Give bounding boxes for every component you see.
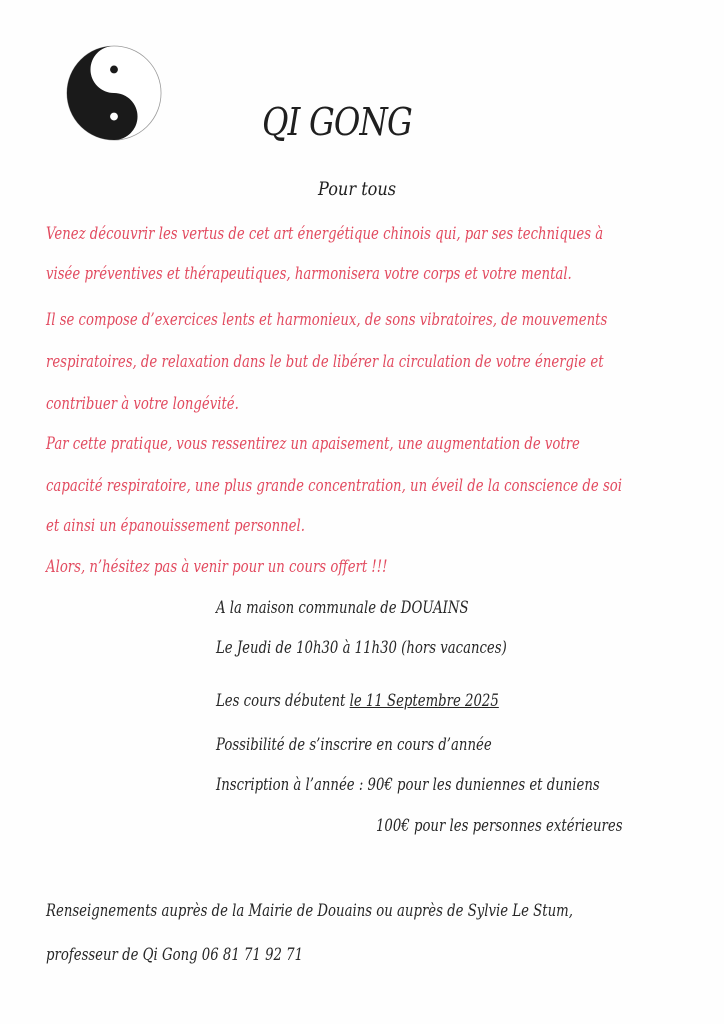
price-local: Inscription à l’année : 90€ pour les duniennes et duniens	[216, 775, 600, 795]
intro-line: capacité respiratoire, une plus grande concentration, un éveil de la conscience de soi	[46, 476, 623, 496]
start-date-prefix: Les cours débutent	[216, 691, 350, 711]
contact-line-1: Renseignements auprès de la Mairie de Douains ou auprès de Sylvie Le Stum,	[46, 901, 573, 921]
start-date: le 11 Septembre 2025	[349, 691, 499, 711]
location-text: A la maison communale de DOUAINS	[216, 598, 469, 618]
intro-line: Il se compose d’exercices lents et harmonieux, de sons vibratoires, de mouvements	[46, 310, 608, 330]
intro-line: Par cette pratique, vous ressentirez un apaisement, une augmentation de votre	[46, 434, 580, 454]
page-subtitle: Pour tous	[318, 178, 397, 200]
intro-line: et ainsi un épanouissement personnel.	[46, 516, 305, 536]
page-title: QI GONG	[262, 100, 412, 144]
schedule-text: Le Jeudi de 10h30 à 11h30 (hors vacances)	[216, 638, 507, 658]
contact-line-2: professeur de Qi Gong 06 81 71 92 71	[46, 945, 304, 965]
intro-line: Venez découvrir les vertus de cet art énergétique chinois qui, par ses techniques à	[46, 224, 604, 244]
price-external: 100€ pour les personnes extérieures	[376, 816, 623, 836]
intro-line: visée préventives et thérapeutiques, harmonisera votre corps et votre mental.	[46, 264, 572, 284]
intro-line: respiratoires, de relaxation dans le but de libérer la circulation de votre énergie et	[46, 352, 604, 372]
intro-line: contribuer à votre longévité.	[46, 394, 239, 414]
enrollment-note: Possibilité de s’inscrire en cours d’année	[216, 735, 492, 755]
start-date-line	[216, 691, 499, 711]
yin-yang-icon	[65, 44, 163, 142]
intro-line: Alors, n’hésitez pas à venir pour un cours offert !!!	[46, 557, 388, 577]
